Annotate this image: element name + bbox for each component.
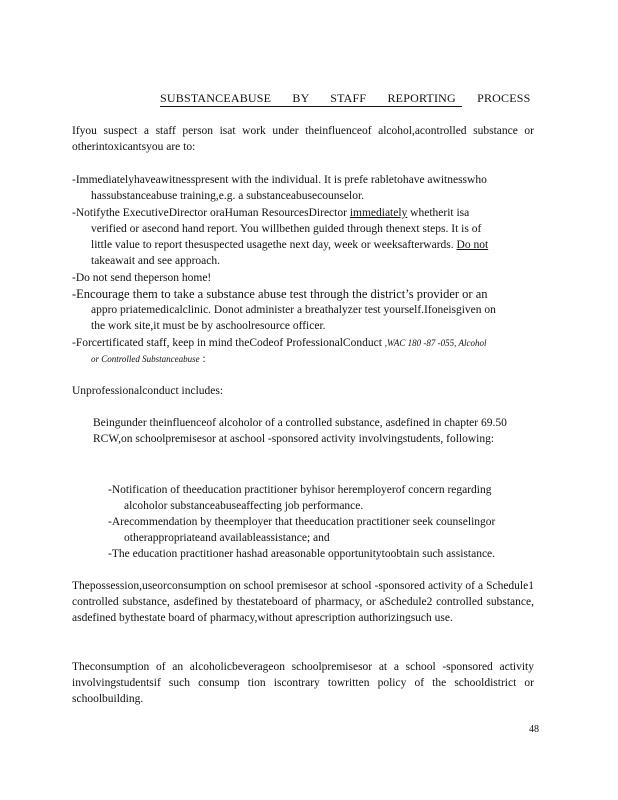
sub-notification — [108, 482, 528, 514]
page-number: 48 — [529, 724, 539, 735]
step-notify-line4: takeawait and see approach. — [91, 255, 220, 267]
step-notify-line1 — [72, 205, 534, 221]
step-encourage-line3: the work site,it must be by aschoolresource officer. — [91, 320, 326, 332]
page-title: SUBSTANCEABUSE BY STAFF REPORTING PROCESS — [160, 91, 531, 105]
colon: : — [199, 353, 206, 365]
wac-reference-cont: or Controlled Substanceabuse — [91, 354, 200, 364]
wac-reference: ,WAC 180 -87 -055, Alcohol — [384, 338, 487, 348]
unprofessional-heading: Unprofessionalconduct includes: — [72, 385, 224, 397]
step-witness — [72, 172, 534, 204]
step-notify-line2: verified or asecond hand report. You willbethen guided through thenext steps. It is of — [91, 223, 482, 235]
step-encourage-line2: appro priatemedicalclinic. Donot administer a breathalyzer test yourself.Ifoneisgiven on — [91, 304, 496, 316]
sub-recommendation — [108, 514, 528, 546]
sub-recommendation-line2: otherappropriateand availableassistance; and — [124, 532, 330, 544]
step-do-not-send: -Do not send theperson home! — [72, 272, 212, 284]
step-witness-line1: -Immediatelyhaveawitnesspresent with the individual. It is prefe rabletohave awitnesswho — [72, 174, 487, 186]
immediately-emphasis: immediately — [349, 207, 408, 219]
step-witness-line2: hassubstanceabuse training,e.g. a substanceabusecounselor. — [91, 190, 365, 202]
step-certificated-line2 — [72, 351, 534, 367]
step-notify-text: -Notifythe ExecutiveDirector oraHuman ResourcesDirector — [72, 207, 350, 219]
step-certificated — [72, 335, 534, 367]
sub-opportunity: -The education practitioner hashad areasonable opportunitytoobtain such assistance. — [108, 548, 496, 560]
consumption-paragraph: Theconsumption of an alcoholicbeverageon schoolpremisesor at a school -sponsored activity involvingstudentsif such consump tion iscontrary towritten policy of the schooldistrict or schoolbuilding. — [72, 661, 534, 705]
step-notify-line3-text: little value to report thesuspected usagethe next day, week or weeksafterwards. — [91, 239, 457, 251]
intro-paragraph: Ifyou suspect a staff person isat work under theinfluenceof alcohol,acontrolled substance or otherintoxicantsyou are to: — [72, 125, 534, 153]
sub-notification-line2: alcoholor substanceabuseaffecting job performance. — [124, 500, 364, 512]
step-certificated-text: -Forcertificated staff, keep in mind theCodeof ProfessionalConduct — [72, 337, 385, 349]
do-not-emphasis: Do not — [456, 239, 489, 251]
step-certificated-line1 — [72, 335, 534, 351]
sub-notification-line1: -Notification of theeducation practitioner byhisor heremployerof concern regarding — [108, 484, 492, 496]
step-notify — [72, 205, 534, 269]
step-encourage-line1: -Encourage them to take a substance abuse test through the district’s provider or an — [72, 287, 488, 301]
possession-paragraph: Thepossession,useorconsumption on school premisesor at school -sponsored activity of a Schedule1 controlled substance, asdefined by thestateboard of pharmacy, or aSchedule2 controlled substance, asdefined bythestate board of pharmacy,without aprescription authorizingsuch use. — [72, 580, 534, 624]
step-notify-text-end: whetherit isa — [407, 207, 470, 219]
step-notify-line3 — [72, 237, 534, 253]
being-under-paragraph: Beingunder theinfluenceof alcoholor of a controlled substance, asdefined in chapter 69.50 RCW,on schoolpremisesor at aschool -sponsored activity involvingstudents, following: — [93, 417, 507, 445]
sub-recommendation-line1: -Arecommendation by theemployer that theeducation practitioner seek counselingor — [108, 516, 496, 528]
step-encourage-test — [72, 286, 534, 334]
